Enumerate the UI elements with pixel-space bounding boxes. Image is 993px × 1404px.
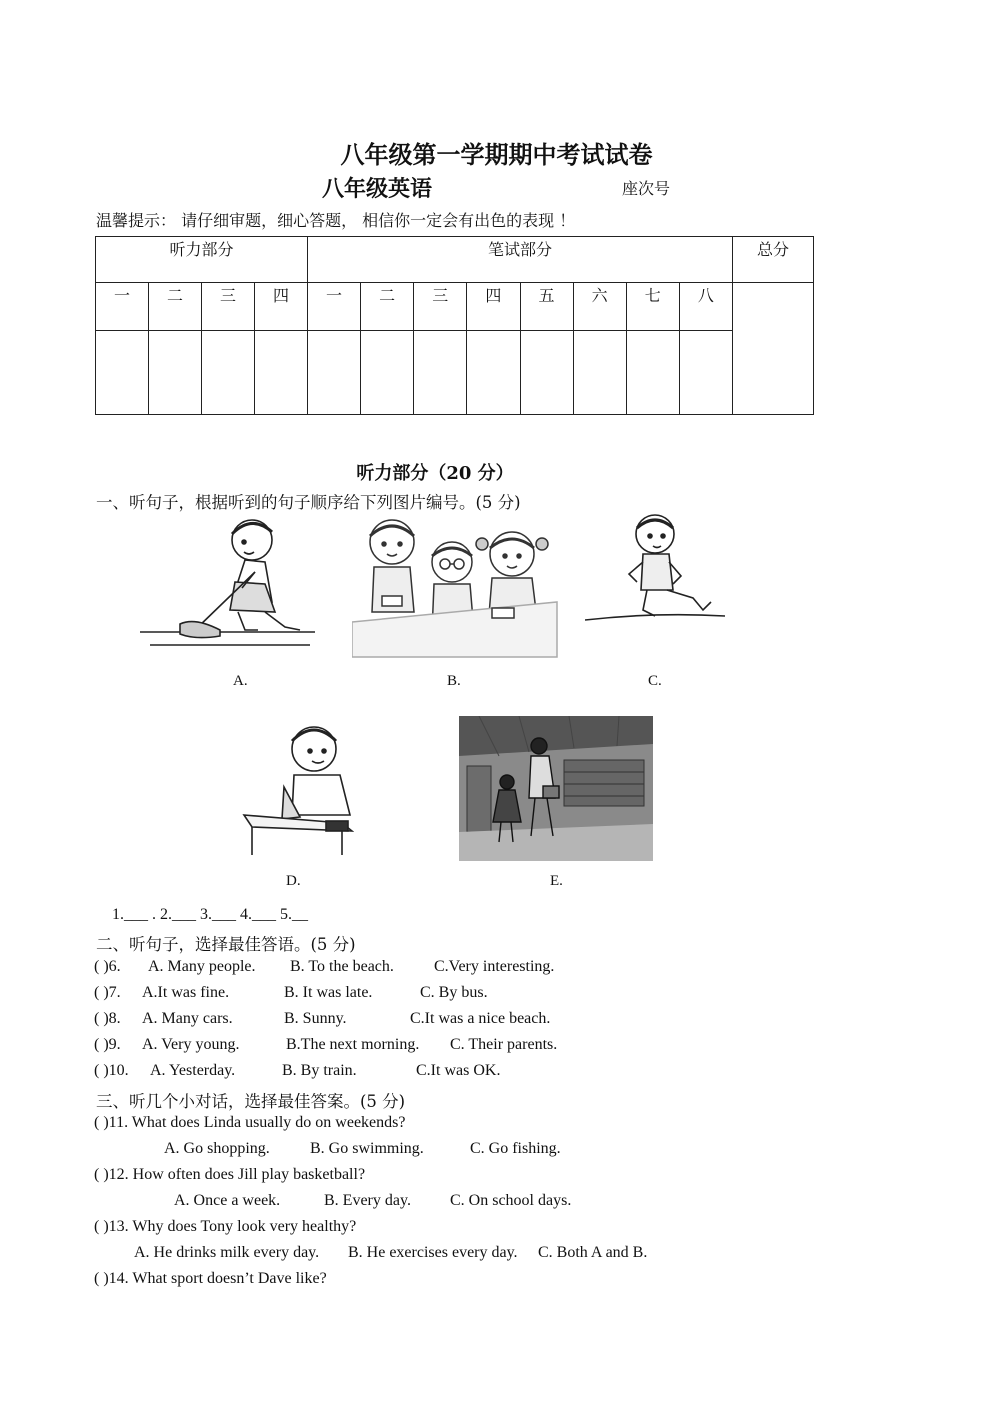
option-a: A.It was fine. — [142, 984, 230, 1001]
option-b: B. By train. — [282, 1062, 357, 1079]
question-11 — [94, 1114, 714, 1162]
written-col-7: 七 — [626, 283, 679, 331]
score-cell[interactable] — [361, 331, 414, 415]
option-b: B. Sunny. — [284, 1010, 347, 1027]
option-c: C. Go fishing. — [470, 1140, 561, 1157]
question-12 — [94, 1166, 714, 1214]
question-13 — [94, 1218, 714, 1266]
option-c: C. Both A and B. — [538, 1244, 648, 1261]
question-6 — [94, 958, 694, 980]
score-cell[interactable] — [202, 331, 255, 415]
written-col-8: 八 — [679, 283, 732, 331]
written-col-4: 四 — [467, 283, 520, 331]
score-cell[interactable] — [679, 331, 732, 415]
score-cell[interactable] — [414, 331, 467, 415]
option-b: B. Every day. — [324, 1192, 411, 1209]
question-7 — [94, 984, 694, 1006]
question-stem[interactable]: ( )12. How often does Jill play basketball? — [94, 1166, 366, 1183]
option-a: A. Go shopping. — [164, 1140, 270, 1157]
question-9 — [94, 1036, 694, 1058]
option-c: C. By bus. — [420, 984, 488, 1001]
option-a: A. Yesterday. — [150, 1062, 236, 1079]
written-col-5: 五 — [520, 283, 573, 331]
score-cell[interactable] — [308, 331, 361, 415]
total-score-cell[interactable] — [733, 283, 814, 415]
option-c: C.Very interesting. — [434, 958, 555, 975]
score-cell[interactable] — [520, 331, 573, 415]
question-stem[interactable]: ( )13. Why does Tony look very healthy? — [94, 1218, 357, 1235]
option-a: A. He drinks milk every day. — [134, 1244, 320, 1261]
caption-e: E. — [550, 873, 563, 889]
picture-a-boy-mopping — [140, 512, 320, 657]
question-stem[interactable]: ( )9. — [94, 1036, 121, 1053]
caption-c: C. — [648, 673, 662, 689]
score-cell[interactable] — [255, 331, 308, 415]
picture-d-boy-reading — [242, 715, 354, 860]
written-header: 笔试部分 — [308, 237, 733, 283]
picture-e-girls-in-library — [459, 716, 653, 861]
option-a: A. Once a week. — [174, 1192, 281, 1209]
score-table — [95, 236, 814, 415]
option-a: A. Many cars. — [142, 1010, 233, 1027]
option-b: B. It was late. — [284, 984, 373, 1001]
seat-number-label: 座次号 — [622, 179, 671, 198]
option-a: A. Many people. — [148, 958, 256, 975]
option-b: B. Go swimming. — [310, 1140, 424, 1157]
listening-col-3: 三 — [202, 283, 255, 331]
question-stem[interactable]: ( )8. — [94, 1010, 121, 1027]
listening-col-2: 二 — [149, 283, 202, 331]
written-col-3: 三 — [414, 283, 467, 331]
part3-instruction: 三、听几个小对话，选择最佳答案。(5 分) — [96, 1092, 406, 1111]
written-col-6: 六 — [573, 283, 626, 331]
option-b: B. He exercises every day. — [348, 1244, 518, 1261]
score-cell[interactable] — [149, 331, 202, 415]
caption-d: D. — [286, 873, 301, 889]
question-10 — [94, 1062, 694, 1084]
written-col-1: 一 — [308, 283, 361, 331]
question-8 — [94, 1010, 694, 1032]
caption-a: A. — [233, 673, 248, 689]
picture-c-boy-running — [585, 512, 730, 632]
exam-title: 八年级第一学期期中考试试卷 — [340, 140, 653, 169]
option-a: A. Very young. — [142, 1036, 240, 1053]
total-header: 总分 — [733, 237, 814, 283]
score-cell[interactable] — [467, 331, 520, 415]
option-c: C.It was a nice beach. — [410, 1010, 551, 1027]
score-cell[interactable] — [573, 331, 626, 415]
question-14 — [94, 1270, 714, 1292]
question-stem[interactable]: ( )7. — [94, 984, 121, 1001]
option-b: B. To the beach. — [290, 958, 394, 975]
score-cell[interactable] — [96, 331, 149, 415]
listening-section-heading: 听力部分（20 分） — [356, 463, 514, 484]
subject-title: 八年级英语 — [322, 176, 433, 202]
listening-col-1: 一 — [96, 283, 149, 331]
question-stem[interactable]: ( )6. — [94, 958, 121, 975]
option-c: C. Their parents. — [450, 1036, 558, 1053]
listening-header: 听力部分 — [96, 237, 308, 283]
listening-col-4: 四 — [255, 283, 308, 331]
question-stem[interactable]: ( )14. What sport doesn’t Dave like? — [94, 1270, 327, 1287]
option-c: C.It was OK. — [416, 1062, 501, 1079]
picture-b-three-kids — [352, 512, 562, 662]
caption-b: B. — [447, 673, 461, 689]
part2-instruction: 二、听句子，选择最佳答语。(5 分) — [96, 935, 356, 954]
question-stem[interactable]: ( )10. — [94, 1062, 129, 1079]
score-cell[interactable] — [626, 331, 679, 415]
written-col-2: 二 — [361, 283, 414, 331]
part1-answer-blanks[interactable]: 1.___ . 2.___ 3.___ 4.___ 5.__ — [112, 906, 308, 923]
tip-text: 温馨提示： 请仔细审题，细心答题， 相信你一定会有出色的表现 ！ — [96, 211, 576, 230]
question-stem[interactable]: ( )11. What does Linda usually do on weekends? — [94, 1114, 406, 1131]
part1-instruction: 一、听句子，根据听到的句子顺序给下列图片编号。(5 分) — [96, 493, 521, 512]
option-b: B.The next morning. — [286, 1036, 420, 1053]
option-c: C. On school days. — [450, 1192, 572, 1209]
